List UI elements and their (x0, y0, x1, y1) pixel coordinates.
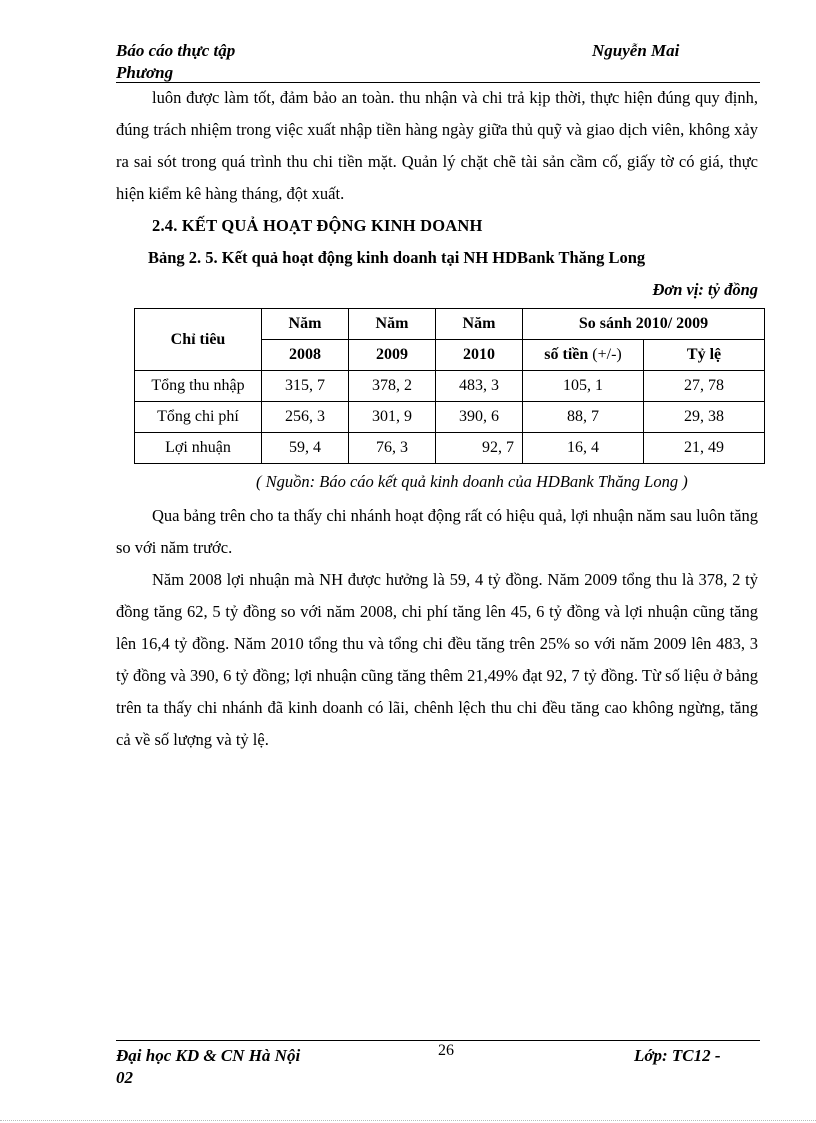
cell-ratio: 21, 49 (644, 433, 765, 464)
header-2010-top: Năm (436, 309, 523, 340)
cell-2009: 76, 3 (349, 433, 436, 464)
cell-diff: 16, 4 (523, 433, 644, 464)
cell-ratio: 29, 38 (644, 402, 765, 433)
header-author-name: Nguyễn Mai (592, 41, 680, 60)
cell-2009: 378, 2 (349, 371, 436, 402)
main-text-top (116, 82, 758, 306)
header-left (116, 40, 316, 84)
header-amount-sign: (+/-) (588, 346, 622, 363)
table-row (135, 433, 765, 464)
footer-university: Đại học KD & CN Hà Nội (116, 1046, 301, 1065)
header-compare: So sánh 2010/ 2009 (523, 309, 765, 340)
page-bottom-border (0, 1120, 816, 1121)
main-text-bottom (116, 500, 758, 756)
source-note: ( Nguồn: Báo cáo kết quả kinh doanh của HDBank Thăng Long ) (256, 472, 688, 491)
footer-divider (116, 1040, 760, 1041)
cell-2010: 92, 7 (436, 433, 523, 464)
table-row (135, 371, 765, 402)
section-heading: 2.4. KẾT QUẢ HOẠT ĐỘNG KINH DOANH (152, 216, 483, 235)
header-2010-bottom: 2010 (436, 340, 523, 371)
paragraph-analysis: Năm 2008 lợi nhuận mà NH được hưởng là 59, 4 tỷ đồng. Năm 2009 tổng thu là 378, 2 tỷ đồng tăng 62, 5 tỷ đồng so với năm 2008, chi phí tăng lên 45, 6 tỷ đồng và lợi nhuận cũng tăng lên 16,4 tỷ đồng. Năm 2010 tổng thu và tổng chi đều tăng trên 25% so với năm 2009 lên 483, 3 tỷ đồng và 390, 6 tỷ đồng; lợi nhuận cũng tăng thêm 21,49% đạt 92, 7 tỷ đồng. Từ số liệu ở bảng trên ta thấy chi nhánh đã kinh doanh có lãi, chênh lệch thu chi đều tăng cao không ngừng, tăng cả về số lượng và tỷ lệ. (116, 570, 758, 749)
table-header-row-1 (135, 309, 765, 340)
page-number: 26 (438, 1042, 454, 1059)
header-2009-top: Năm (349, 309, 436, 340)
header-2009-bottom: 2009 (349, 340, 436, 371)
row-label: Tổng thu nhập (135, 371, 262, 402)
row-label: Tổng chi phí (135, 402, 262, 433)
cell-diff: 88, 7 (523, 402, 644, 433)
cell-2010: 390, 6 (436, 402, 523, 433)
header-amount-label: số tiền (544, 346, 589, 363)
footer-class-suffix: 02 (116, 1068, 133, 1087)
header-indicator: Chỉ tiêu (135, 309, 262, 371)
footer-left (116, 1045, 336, 1089)
row-label: Lợi nhuận (135, 433, 262, 464)
header-author-lastname: Phương (116, 63, 174, 82)
cell-2008: 59, 4 (262, 433, 349, 464)
header-2008-top: Năm (262, 309, 349, 340)
cell-2008: 315, 7 (262, 371, 349, 402)
header-ratio: Tỷ lệ (644, 340, 765, 371)
table-caption: Bảng 2. 5. Kết quả hoạt động kinh doanh tại NH HDBank Thăng Long (148, 248, 646, 267)
footer-class: Lớp: TC12 - (634, 1046, 721, 1065)
header-report-title: Báo cáo thực tập (116, 41, 236, 60)
cell-2009: 301, 9 (349, 402, 436, 433)
paragraph-intro: luôn được làm tốt, đảm bảo an toàn. thu nhận và chi trả kịp thời, thực hiện đúng quy định, đúng trách nhiệm trong việc xuất nhập tiền hàng ngày giữa thủ quỹ và giao dịch viên, không xảy ra sai sót trong quá trình thu chi tiền mặt. Quản lý chặt chẽ tài sản cầm cố, giấy tờ có giá, thực hiện kiểm kê hàng tháng, đột xuất. (116, 88, 758, 203)
unit-label: Đơn vị: tỷ đồng (652, 280, 758, 299)
results-table (134, 308, 765, 464)
cell-ratio: 27, 78 (644, 371, 765, 402)
cell-2010: 483, 3 (436, 371, 523, 402)
cell-2008: 256, 3 (262, 402, 349, 433)
cell-diff: 105, 1 (523, 371, 644, 402)
header-2008-bottom: 2008 (262, 340, 349, 371)
paragraph-summary: Qua bảng trên cho ta thấy chi nhánh hoạt động rất có hiệu quả, lợi nhuận năm sau luôn tăng so với năm trước. (116, 506, 758, 557)
table-row (135, 402, 765, 433)
header-amount (523, 340, 644, 371)
